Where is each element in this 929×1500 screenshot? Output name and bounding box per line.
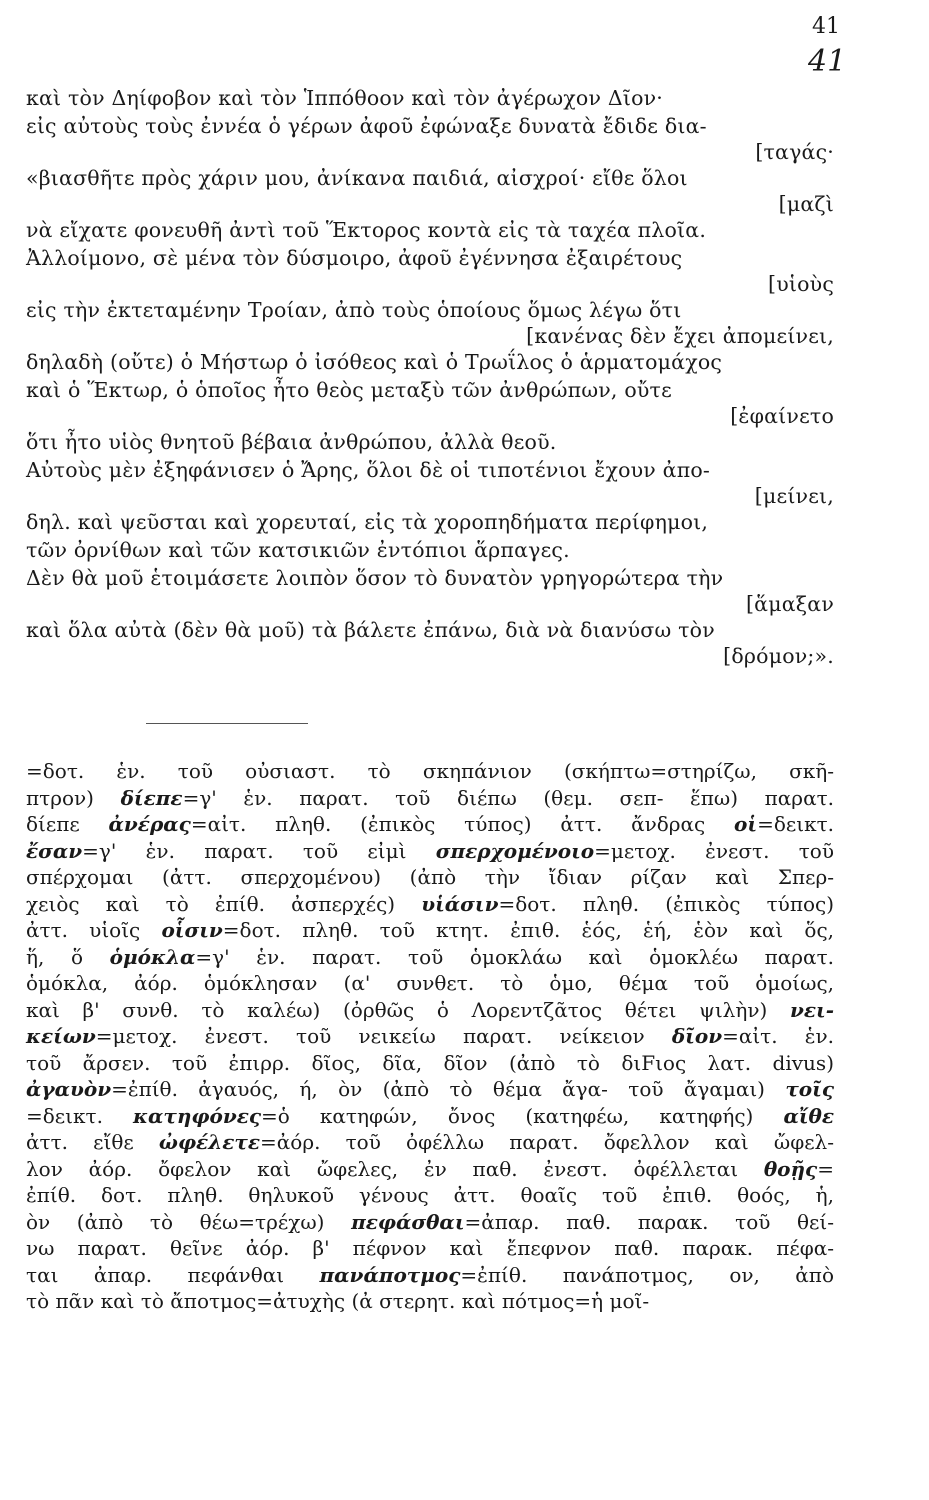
note-line <box>26 944 834 971</box>
footnote-divider <box>146 723 308 724</box>
note-text: τὸ πᾶν καὶ τὸ ἄποτμος=ἀτυχὴς (ἀ στερητ. καὶ πότμος=ἡ μοῖ- <box>26 1289 650 1313</box>
verse-line: εἰς αὐτοὺς τοὺς ἐννέα ὁ γέρων ἀφοῦ ἐφώναξε δυνατὰ ἔδιδε δια- <box>26 114 707 138</box>
note-line <box>26 1209 834 1236</box>
note-line <box>26 891 834 918</box>
note-line <box>26 997 834 1024</box>
note-text: =δεικτ. <box>757 812 834 836</box>
commentary-notes <box>26 758 834 1315</box>
lemma-headword: κατηφόνες <box>133 1103 262 1128</box>
note-line <box>26 1156 834 1183</box>
note-text: νω παρατ. θεῖνε ἀόρ. β' πέφνον καὶ ἔπεφνον παθ. παρακ. πέφα- <box>26 1236 834 1260</box>
note-line <box>26 1182 834 1209</box>
note-text: σπέρχομαι (ἀττ. σπερχομένου) (ἀπὸ τὴν ἴδιαν ρίζαν καὶ Σπερ- <box>26 865 834 889</box>
note-text: =γ' ἑν. παρατ. τοῦ εἰμὶ <box>82 838 436 863</box>
lemma-headword: αἴθε <box>783 1103 835 1128</box>
verse-line: δηλ. καὶ ψεῦσται καὶ χορευταί, εἰς τὰ χοροπηδήματα περίφημοι, <box>26 510 709 534</box>
lemma-headword: ἀγαυὸν <box>26 1077 112 1101</box>
note-line <box>26 1235 834 1262</box>
note-text: =ἐπίθ. πανάποτμος, ον, ἀπὸ <box>460 1262 834 1287</box>
lemma-headword: ὁμόκλα <box>109 944 196 969</box>
verse-line: Ἀλλοίμονο, σὲ μένα τὸν δύσμοιρο, ἀφοῦ ἐγέννησα ἐξαιρέτους <box>26 246 683 270</box>
verse-line: καὶ τὸν Δηίφοβον καὶ τὸν Ἱππόθοον καὶ τὸν ἀγέρωχον Δῖον· <box>26 86 663 110</box>
note-text: =ὁ κατηφών, ὄνος (κατηφέω, κατηφής) <box>261 1103 784 1128</box>
note-line <box>26 864 834 891</box>
note-line <box>26 1262 834 1289</box>
lemma-headword: ὠφέλετε <box>158 1130 261 1154</box>
lemma-headword: ἔσαν <box>26 838 83 863</box>
note-text: τοῦ ἄρσεν. τοῦ ἐπιρρ. δῖος, δῖα, δῖον (ἀπὸ τὸ διFιος λατ. divus) <box>26 1050 834 1075</box>
note-text: χειὸς καὶ τὸ ἐπίθ. ἀσπερχές) <box>26 891 422 916</box>
lemma-headword: σπερχομένοιο <box>435 838 595 863</box>
note-text: =δοτ. πληθ. τοῦ κτητ. ἐπιθ. ἑός, ἑή, ἑὸν καὶ ὅς, <box>222 918 835 942</box>
note-line <box>26 1076 834 1103</box>
note-text: =γ' ἑν. παρατ. τοῦ ὁμοκλάω καὶ ὁμοκλέω παρατ. <box>195 944 834 969</box>
lemma-headword: τοῖς <box>785 1077 834 1101</box>
lemma-headword: νει- <box>789 997 834 1022</box>
note-text: λον ἀόρ. ὄφελον καὶ ὤφελες, ἐν παθ. ἐνεστ. ὀφέλλεται <box>26 1156 764 1181</box>
verse-line: «βιασθῆτε πρὸς χάριν μου, ἀνίκανα παιδιά, αἰσχροί· εἴθε ὅλοι <box>26 166 688 190</box>
verse-runover-line: [δρόμον;». <box>723 644 834 668</box>
note-text: =ἀπαρ. παθ. παρακ. τοῦ θεί- <box>464 1209 834 1234</box>
note-text: =μετοχ. ἐνεστ. τοῦ νεικείω παρατ. νείκειον <box>95 1024 672 1048</box>
note-line <box>26 811 834 838</box>
verse-runover-line: [μείνει, <box>754 484 834 508</box>
verse-line: καὶ ὁ Ἕκτωρ, ὁ ὁποῖος ἦτο θεὸς μεταξὺ τῶν ἀνθρώπων, οὔτε <box>26 378 672 402</box>
page-number: 41 <box>812 14 840 39</box>
verse-line: καὶ ὅλα αὐτὰ (δὲν θὰ μοῦ) τὰ βάλετε ἐπάνω, διὰ νὰ διανύσω τὸν <box>26 618 715 642</box>
note-line <box>26 1288 834 1315</box>
note-line <box>26 1023 834 1050</box>
lemma-headword: υἱάσιν <box>421 891 499 916</box>
note-text: ὸν (ἀπὸ τὸ θέω=τρέχω) <box>26 1209 352 1234</box>
note-text: =αἰτ. ἑν. <box>722 1024 834 1048</box>
note-text: ἥ, ὅ <box>26 944 110 969</box>
note-text: =γ' ἑν. παρατ. τοῦ διέπω (θεμ. σεπ- ἕπω) παρατ. <box>182 785 834 810</box>
verse-runover-line: [ἅμαξαν <box>745 592 834 616</box>
note-text: πτρον) <box>26 785 121 810</box>
verse-line: τῶν ὀρνίθων καὶ τῶν κατσικιῶν ἐντόπιοι ἅρπαγες. <box>26 538 570 562</box>
note-line <box>26 1129 834 1156</box>
verse-runover-line: [μαζὶ <box>778 192 834 216</box>
verse-translation <box>26 84 846 668</box>
note-text: ἀττ. εἴθε <box>26 1130 159 1154</box>
note-line <box>26 785 834 812</box>
lemma-headword: θοῇς <box>763 1156 818 1181</box>
note-text: =δοτ. πληθ. (ἐπικὸς τύπος) <box>498 891 835 916</box>
lemma-headword: πανάποτμος <box>319 1262 461 1287</box>
lemma-headword: οἷσιν <box>161 918 223 942</box>
note-text: =ἀόρ. τοῦ ὀφέλλω παρατ. ὄφελλον καὶ ὤφελ- <box>260 1130 834 1154</box>
note-line <box>26 970 834 997</box>
verse-line: ὅτι ἦτο υἱὸς θνητοῦ βέβαια ἀνθρώπου, ἀλλὰ θεοῦ. <box>26 430 557 454</box>
note-text: =δοτ. ἑν. τοῦ οὐσιαστ. τὸ σκηπάνιον (σκήπτω=στηρίζω, σκῆ- <box>26 759 834 783</box>
lemma-headword: ἀνέρας <box>108 812 191 836</box>
note-text: = <box>817 1156 834 1181</box>
verse-runover-line: [ταγάς· <box>755 140 834 164</box>
note-text: καὶ β' συνθ. τὸ καλέω) (ὀρθῶς ὁ Λορεντζᾶτος θέτει ψιλὴν) <box>26 997 790 1022</box>
note-text: ἀττ. υἱοῖς <box>26 918 162 942</box>
note-line <box>26 1103 834 1130</box>
note-line <box>26 1050 834 1077</box>
verse-runover-line: [υἱοὺς <box>768 272 834 296</box>
lemma-headword: δῖον <box>671 1024 723 1048</box>
verse-runover-line: [κανένας δὲν ἔχει ἀπομείνει, <box>526 324 834 348</box>
verse-line: νὰ εἴχατε φονευθῆ ἀντὶ τοῦ Ἕκτορος κοντὰ εἰς τὰ ταχέα πλοῖα. <box>26 218 707 242</box>
verse-line: εἰς τὴν ἐκτεταμένην Τροίαν, ἀπὸ τοὺς ὁποίους ὅμως λέγω ὅτι <box>26 298 682 322</box>
lemma-headword: οἱ <box>734 812 758 836</box>
note-text: =αἰτ. πληθ. (ἐπικὸς τύπος) ἀττ. ἄνδρας <box>190 812 735 836</box>
note-line <box>26 917 834 944</box>
verse-line: Δὲν θὰ μοῦ ἑτοιμάσετε λοιπὸν ὅσον τὸ δυνατὸν γρηγορώτερα τὴν <box>26 566 724 590</box>
lemma-headword: κείων <box>26 1024 96 1048</box>
note-text: ὁμόκλα, ἀόρ. ὁμόκλησαν (α' συνθετ. τὸ ὁμο, θέμα τοῦ ὁμοίως, <box>26 971 834 995</box>
verse-line: Αὐτοὺς μὲν ἐξηφάνισεν ὁ Ἄρης, ὅλοι δὲ οἱ τιποτένιοι ἔχουν ἀπο- <box>26 458 711 482</box>
note-text: δίεπε <box>26 812 109 836</box>
note-text: =μετοχ. ἐνεστ. τοῦ <box>594 838 834 863</box>
verse-line: δηλαδὴ (οὔτε) ὁ Μήστωρ ὁ ἰσόθεος καὶ ὁ Τρωΐλος ὁ ἁρματομάχος <box>26 350 723 374</box>
lemma-headword: δίεπε <box>120 785 183 810</box>
lemma-headword: πεφάσθαι <box>351 1209 465 1234</box>
verse-runover-line: [ἐφαίνετο <box>730 404 834 428</box>
note-line <box>26 758 834 785</box>
note-text: =δεικτ. <box>26 1103 133 1128</box>
note-line <box>26 838 834 865</box>
handwritten-page-number: 41 <box>808 44 847 79</box>
note-text: ται ἀπαρ. πεφάνθαι <box>26 1262 320 1287</box>
note-text: ἐπίθ. δοτ. πληθ. θηλυκοῦ γένους ἀττ. θοαῖς τοῦ ἐπιθ. θοός, ἡ, <box>26 1183 834 1207</box>
note-text: =ἐπίθ. ἀγαυός, ή, ὸν (ἀπὸ τὸ θέμα ἄγα- τοῦ ἄγαμαι) <box>111 1077 786 1101</box>
